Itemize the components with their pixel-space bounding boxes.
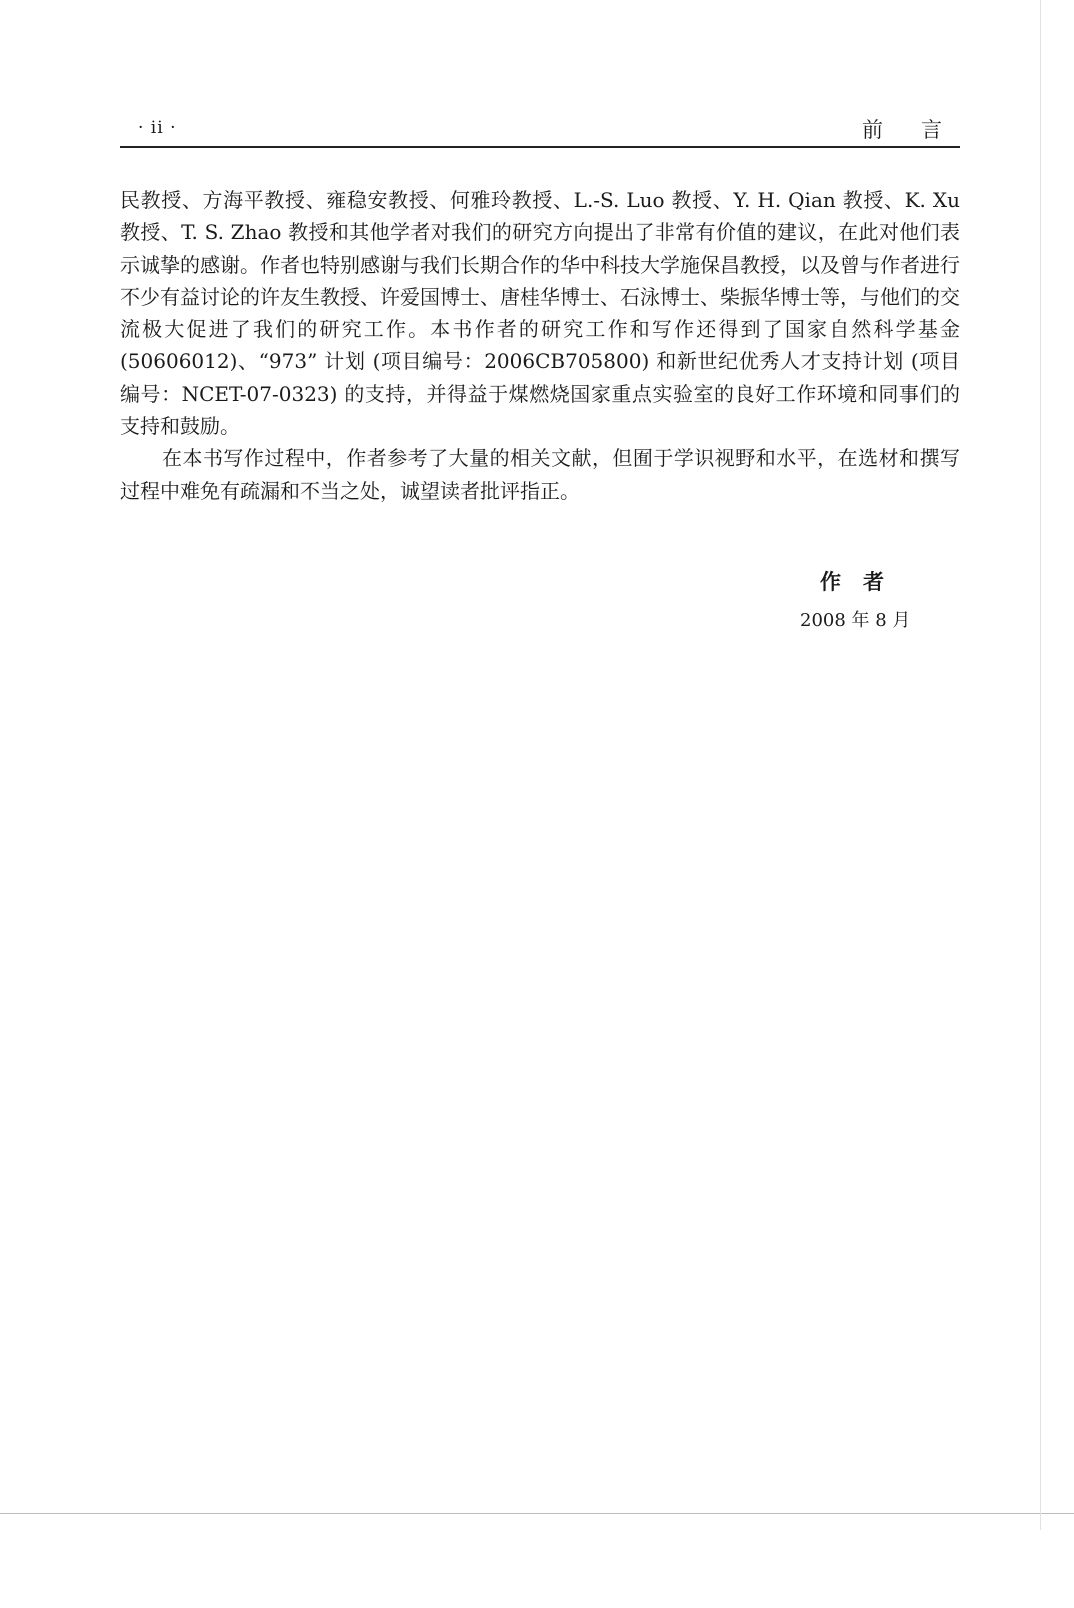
- paragraph-closing: 在本书写作过程中，作者参考了大量的相关文献，但囿于学识视野和水平，在选材和撰写过程中难免有疏漏和不当之处，诚望读者批评指正。: [120, 446, 960, 503]
- scan-right-edge: [1040, 0, 1041, 1530]
- page-number: · ii ·: [138, 118, 177, 138]
- signature-date: 2008 年 8 月: [800, 610, 911, 631]
- paragraph-continued: 民教授、方海平教授、雍稳安教授、何雅玲教授、L.-S. Luo 教授、Y. H. Qian 教授、K. Xu 教授、T. S. Zhao 教授和其他学者对我们的研究方向提出了非常有价值的建议，在此对他们表示诚挚的感谢。作者也特别感谢与我们长期合作的华中科技大学施保昌教授，以及曾与作者进行不少有益讨论的许友生教授、许爱国博士、唐桂华博士、石泳博士、柴振华博士等，与他们的交流极大促进了我们的研究工作。本书作者的研究工作和写作还得到了国家自然科学基金 (50606012)、“973” 计划 (项目编号：2006CB705800) 和新世纪优秀人才支持计划 (项目编号：NCET-07-0323) 的支持，并得益于煤燃烧国家重点实验室的良好工作环境和同事们的支持和鼓励。: [120, 188, 960, 439]
- signature-author: 作者: [820, 569, 906, 594]
- section-title: 前言: [862, 118, 980, 142]
- page-header: [120, 112, 980, 148]
- body-text: [120, 184, 960, 507]
- scan-bottom-edge: [0, 1513, 1074, 1514]
